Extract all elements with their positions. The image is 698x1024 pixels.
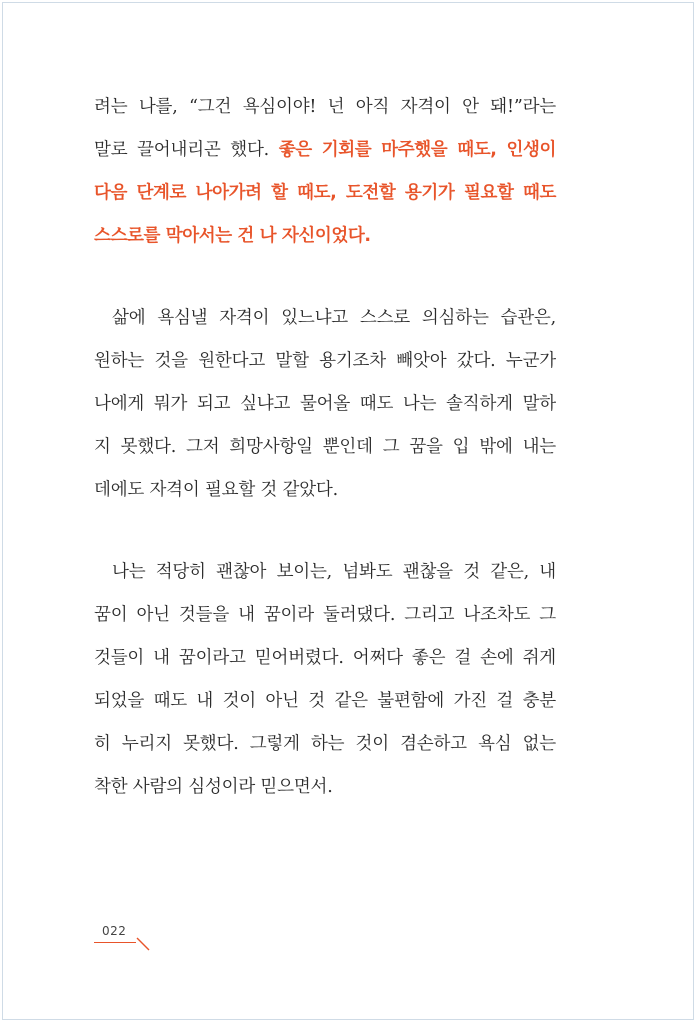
paragraph-3-line-2: 꿈이 아닌 것들을 내 꿈이라 둘러댔다. 그리고 나조차도 그 (94, 605, 556, 625)
paragraph-1 (94, 86, 556, 258)
paragraph-2-line-2: 원하는 것을 원한다고 말할 용기조차 빼앗아 갔다. 누군가 (94, 351, 556, 371)
paragraph-3 (94, 551, 556, 809)
highlighted-text-1: 좋은 기회를 마주했을 때도, 인생이 (278, 140, 556, 160)
paragraph-2-line-3: 나에게 뭐가 되고 싶냐고 물어올 때도 나는 솔직하게 말하 (94, 394, 556, 414)
paragraph-1-line-1: 려는 나를, “그건 욕심이야! 넌 아직 자격이 안 돼!”라는 (94, 97, 556, 117)
paragraph-3-line-4: 되었을 때도 내 것이 아닌 것 같은 불편함에 가진 걸 충분 (94, 691, 556, 711)
paragraph-2-line-1: 삶에 욕심낼 자격이 있느냐고 스스로 의심하는 습관은, (112, 308, 556, 328)
paragraph-2-line-5: 데에도 자격이 필요할 것 같았다. (94, 480, 338, 500)
paragraph-1-line-2 (94, 129, 556, 172)
paragraph-3-line-1: 나는 적당히 괜찮아 보이는, 넘봐도 괜찮을 것 같은, 내 (112, 562, 556, 582)
page-number-underline (94, 942, 136, 943)
paragraph-2 (94, 297, 556, 512)
highlighted-text-3: 스스로를 막아서는 건 나 자신이었다. (94, 226, 371, 246)
paragraph-1-line-2-plain: 말로 끌어내리곤 했다. (94, 140, 279, 160)
paragraph-3-line-6: 착한 사람의 심성이라 믿으면서. (94, 777, 333, 797)
paragraph-3-line-5: 히 누리지 못했다. 그렇게 하는 것이 겸손하고 욕심 없는 (94, 734, 556, 754)
paragraph-2-line-4: 지 못했다. 그저 희망사항일 뿐인데 그 꿈을 입 밖에 내는 (94, 437, 556, 457)
paragraph-3-line-3: 것들이 내 꿈이라고 믿어버렸다. 어쩌다 좋은 걸 손에 쥐게 (94, 648, 556, 668)
page-number: 022 (102, 924, 127, 938)
page-number-slash-mark (136, 937, 150, 951)
highlighted-text-2: 다음 단계로 나아가려 할 때도, 도전할 용기가 필요할 때도 (94, 183, 556, 203)
